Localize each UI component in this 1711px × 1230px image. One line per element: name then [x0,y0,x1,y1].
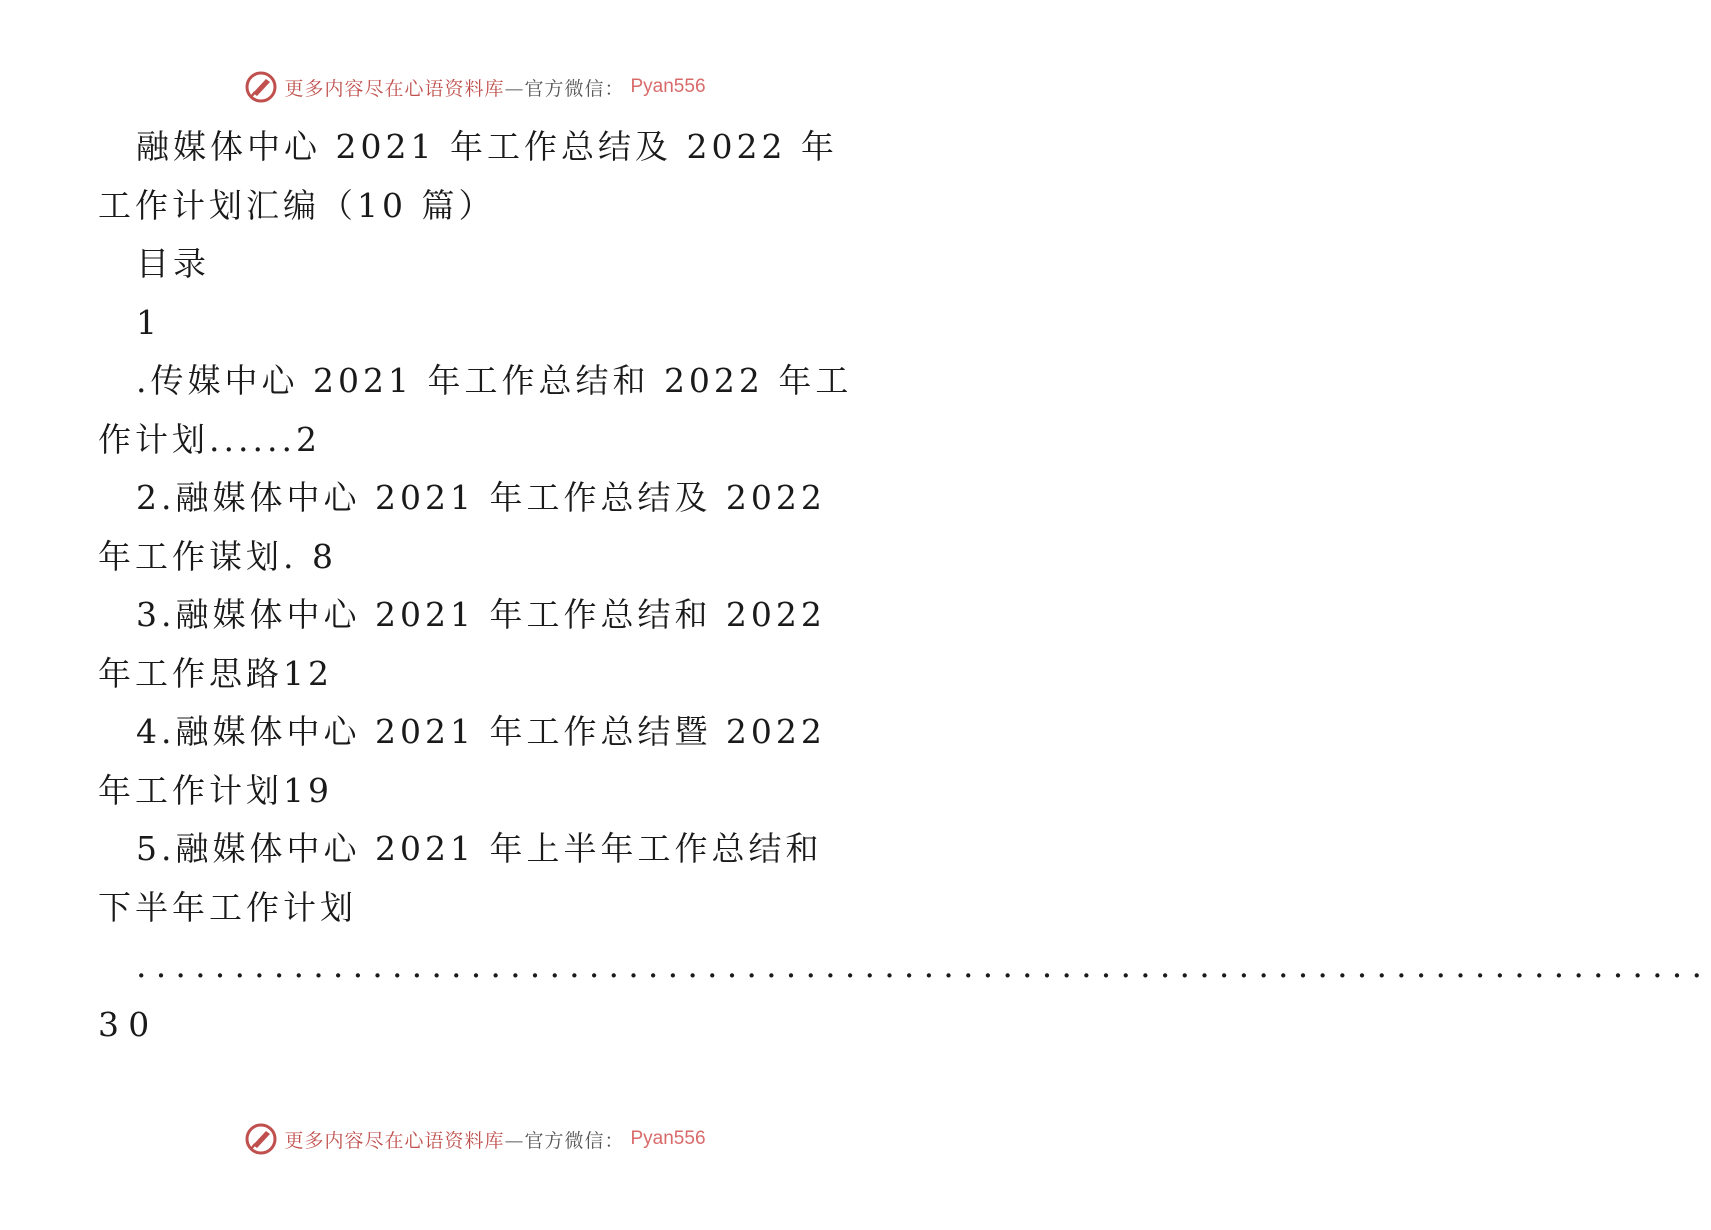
watermark-text: 更多内容尽在心语资料库 [284,77,505,100]
toc-leader-dots: ................................................................................30 [98,946,1711,1044]
header-watermark [0,70,950,104]
watermark-wechat-label: 官方微信： [524,1129,625,1152]
pen-circle-logo-icon [244,70,278,104]
watermark-text: 更多内容尽在心语资料库 [284,1129,505,1152]
watermark-wechat-id: Pyan556 [630,1128,706,1149]
toc-heading: 目录 [136,244,210,283]
toc-number: 1 [136,302,161,342]
toc-entry: 4.融媒体中心 2021 年工作总结暨 2022 年工作计划19 [98,712,826,810]
footer-watermark [0,1122,950,1156]
toc-entry: .传媒中心 2021 年工作总结和 2022 年工作计划......2 [98,361,853,459]
toc-entry: 3.融媒体中心 2021 年工作总结和 2022 年工作思路12 [98,595,826,693]
document-body [98,118,1711,1054]
document-title: 融媒体中心 2021 年工作总结及 2022 年工作计划汇编（10 篇） [98,127,838,225]
toc-entry: 2.融媒体中心 2021 年工作总结及 2022 年工作谋划. 8 [98,478,826,576]
watermark-dash: — [504,77,525,100]
watermark-wechat-id: Pyan556 [630,76,706,97]
watermark-wechat-label: 官方微信： [524,77,625,100]
toc-entry: 5.融媒体中心 2021 年上半年工作总结和下半年工作计划 [98,829,823,927]
pen-circle-logo-icon [244,1122,278,1156]
watermark-dash: — [504,1129,525,1152]
